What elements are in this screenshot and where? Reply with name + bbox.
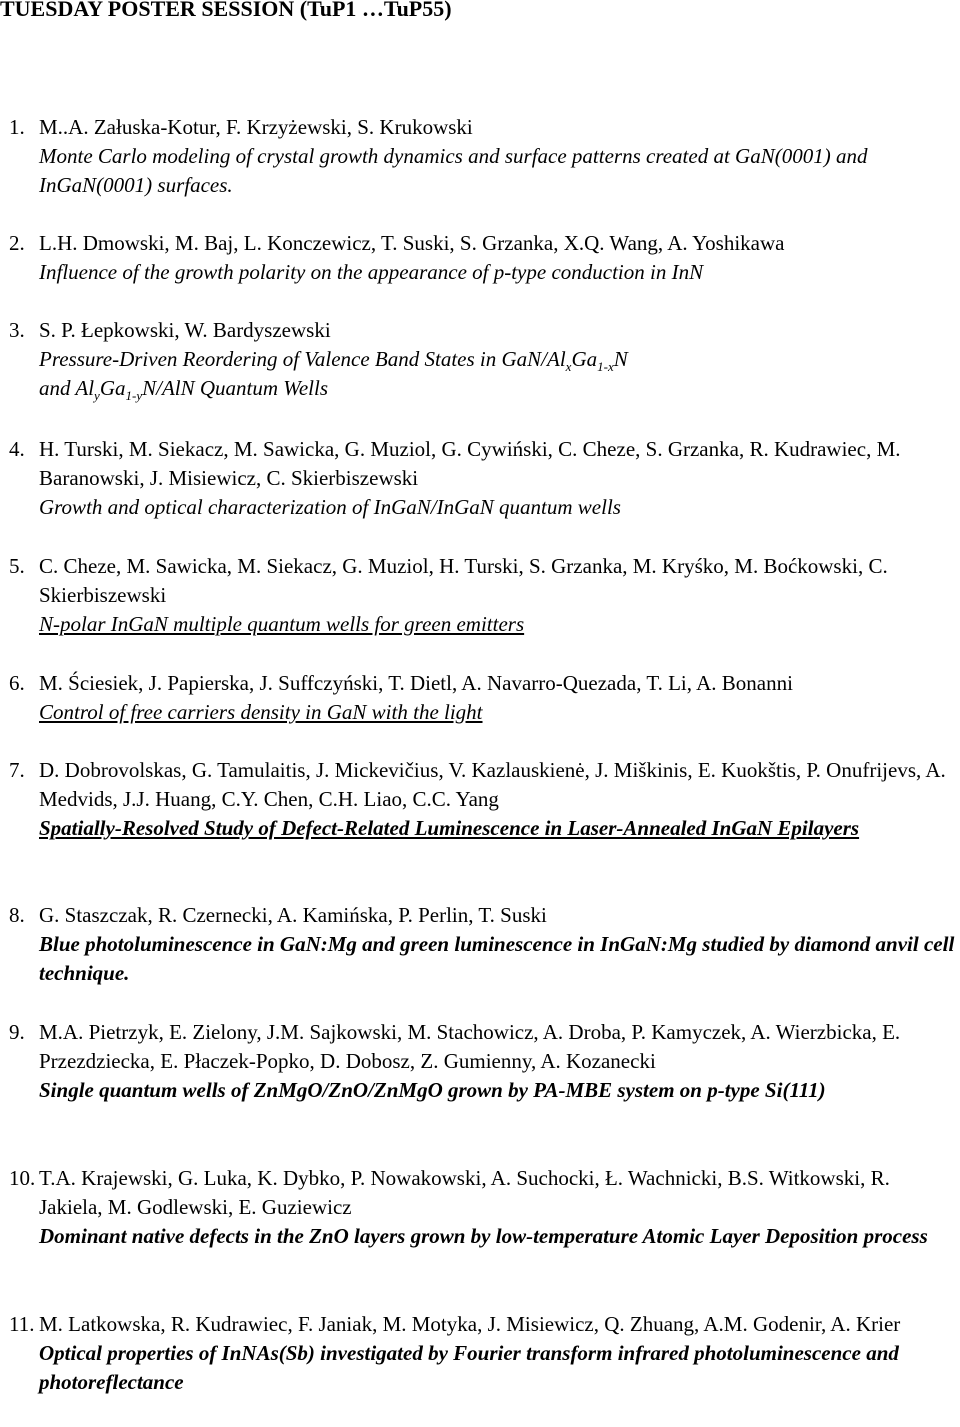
entry-title: N-polar InGaN multiple quantum wells for green emitters — [39, 612, 525, 636]
entry-authors: G. Staszczak, R. Czernecki, A. Kamińska, P. Perlin, T. Suski — [39, 903, 547, 927]
entry-body — [39, 229, 957, 287]
entry-number: 5. — [9, 554, 25, 578]
entry-title: Optical properties of InNAs(Sb) investigated by Fourier transform infrared photoluminescence and photoreflectance — [39, 1341, 899, 1394]
title-text: Ga — [99, 376, 126, 400]
entry-body — [39, 756, 957, 843]
entry-title: Control of free carriers density in GaN with the light — [39, 700, 483, 724]
entry-authors: T.A. Krajewski, G. Luka, K. Dybko, P. Nowakowski, A. Suchocki, Ł. Wachnicki, B.S. Witkowski, R. Jakiela, M. Godlewski, E. Guziewicz — [39, 1166, 890, 1219]
title-text: N/AlN Quantum Wells — [142, 376, 329, 400]
entry-authors: M.A. Pietrzyk, E. Zielony, J.M. Sajkowski, M. Stachowicz, A. Droba, P. Kamyczek, A. Wierzbicka, E. Przezdziecka, E. Płaczek-Popko, D. Dobosz, Z. Gumienny, A. Kozanecki — [39, 1020, 901, 1073]
entry-title: Single quantum wells of ZnMgO/ZnO/ZnMgO grown by PA-MBE system on p-type Si(111) — [39, 1078, 826, 1102]
title-text: Ga — [571, 347, 598, 371]
entry-number: 7. — [9, 758, 25, 782]
entry-authors: S. P. Łepkowski, W. Bardyszewski — [39, 318, 331, 342]
title-subscript: 1-x — [597, 359, 614, 375]
entry-authors: M..A. Załuska-Kotur, F. Krzyżewski, S. Krukowski — [39, 115, 473, 139]
entry-body — [39, 669, 957, 727]
title-subscript: y — [94, 388, 100, 404]
title-subscript: x — [565, 359, 572, 375]
title-subscript: 1-y — [125, 388, 143, 404]
entry-authors: D. Dobrovolskas, G. Tamulaitis, J. Mickevičius, V. Kazlauskienė, J. Miškinis, E. Kuokštis, P. Onufrijevs, A. Medvids, J.J. Huang, C.Y. Chen, C.H. Liao, C.C. Yang — [39, 758, 946, 811]
entry-body — [39, 552, 957, 639]
entry-body — [39, 1310, 957, 1397]
entry-body — [39, 435, 957, 522]
entry-authors: M. Latkowska, R. Kudrawiec, F. Janiak, M. Motyka, J. Misiewicz, Q. Zhuang, A.M. Godenir, A. Krier — [39, 1312, 901, 1336]
entry-body — [39, 901, 957, 988]
title-text: and Al — [39, 376, 95, 400]
entry-authors: H. Turski, M. Siekacz, M. Sawicka, G. Muziol, G. Cywiński, C. Cheze, S. Grzanka, R. Kudrawiec, M. Baranowski, J. Misiewicz, C. Skierbiszewski — [39, 437, 901, 490]
entry-number: 1. — [9, 115, 25, 139]
entry-number: 8. — [9, 903, 25, 927]
entry-title: Growth and optical characterization of InGaN/InGaN quantum wells — [39, 495, 621, 519]
entry-number: 2. — [9, 231, 25, 255]
entry-number: 4. — [9, 437, 25, 461]
title-text: Pressure-Driven Reordering of Valence Band States in GaN/Al — [39, 347, 566, 371]
entry-authors: L.H. Dmowski, M. Baj, L. Konczewicz, T. Suski, S. Grzanka, X.Q. Wang, A. Yoshikawa — [39, 231, 785, 255]
entry-number: 6. — [9, 671, 25, 695]
entry-number: 9. — [9, 1020, 25, 1044]
entry-title: Blue photoluminescence in GaN:Mg and green luminescence in InGaN:Mg studied by diamond anvil cell technique. — [39, 932, 955, 985]
entry-body — [39, 316, 957, 403]
entry-title — [39, 345, 957, 403]
entry-authors: C. Cheze, M. Sawicka, M. Siekacz, G. Muziol, H. Turski, S. Grzanka, M. Kryśko, M. Boćkowski, C. Skierbiszewski — [39, 554, 888, 607]
entry-body — [39, 1164, 957, 1251]
entry-authors: M. Ściesiek, J. Papierska, J. Suffczyński, T. Dietl, A. Navarro-Quezada, T. Li, A. Bonanni — [39, 671, 793, 695]
session-title: TUESDAY POSTER SESSION (TuP1 …TuP55) — [0, 0, 452, 21]
entry-body — [39, 1018, 957, 1105]
entry-number: 11. — [9, 1312, 35, 1336]
entry-title: Spatially-Resolved Study of Defect-Related Luminescence in Laser-Annealed InGaN Epilayers — [39, 816, 860, 840]
entry-number: 10. — [9, 1166, 36, 1190]
title-text: N — [613, 347, 628, 371]
entry-title: Monte Carlo modeling of crystal growth dynamics and surface patterns created at GaN(0001) and InGaN(0001) surfaces. — [39, 144, 868, 197]
entry-number: 3. — [9, 318, 25, 342]
entry-title: Dominant native defects in the ZnO layers grown by low-temperature Atomic Layer Deposition process — [39, 1224, 928, 1248]
entry-body — [39, 113, 957, 200]
entry-title: Influence of the growth polarity on the appearance of p-type conduction in InN — [39, 260, 704, 284]
